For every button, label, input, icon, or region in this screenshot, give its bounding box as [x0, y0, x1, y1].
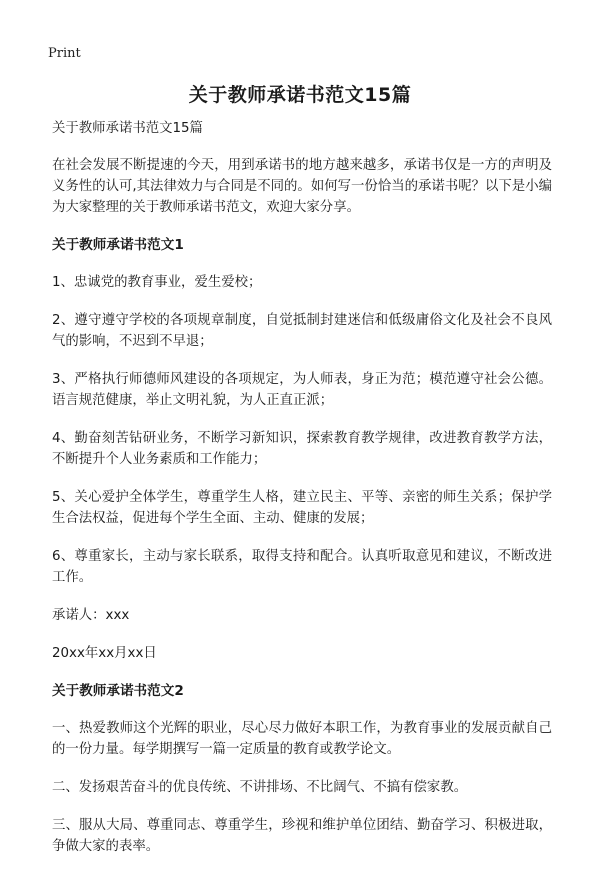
intro-paragraph: 在社会发展不断提速的今天，用到承诺书的地方越来越多，承诺书仅是一方的声明及义务性的认可,其法律效力与合同是不同的。如何写一份恰当的承诺书呢？以下是小编为大家整理的关于教师承诺书范文，欢迎大家分享。 — [52, 158, 552, 215]
document-title: 关于教师承诺书范文15篇 — [188, 84, 412, 106]
document-body — [52, 118, 552, 874]
section-heading: 关于教师承诺书范文1 — [52, 237, 184, 253]
section-heading: 关于教师承诺书范文2 — [52, 683, 184, 699]
signer-line: 承诺人：xxx — [52, 608, 130, 623]
list-item: 5、关心爱护全体学生，尊重学生人格，建立民主、平等、亲密的师生关系；保护学生合法权益，促进每个学生全面、主动、健康的发展； — [52, 490, 552, 526]
list-item: 1、忠诚党的教育事业，爱生爱校； — [52, 275, 262, 290]
list-item: 2、遵守遵守学校的各项规章制度，自觉抵制封建迷信和低级庸俗文化及社会不良风气的影响，不迟到不早退； — [52, 313, 552, 349]
print-label[interactable]: Print — [48, 46, 81, 61]
date-line: 20xx年xx月xx日 — [52, 646, 157, 661]
list-item: 一、热爱教师这个光辉的职业，尽心尽力做好本职工作，为教育事业的发展贡献自己的一份力量。每学期撰写一篇一定质量的教育或教学论文。 — [52, 721, 552, 757]
list-item: 二、发扬艰苦奋斗的优良传统、不讲排场、不比阔气、不搞有偿家教。 — [52, 780, 468, 795]
list-item: 6、尊重家长，主动与家长联系，取得支持和配合。认真听取意见和建议，不断改进工作。 — [52, 549, 552, 585]
list-item: 三、服从大局、尊重同志、尊重学生，珍视和维护单位团结、勤奋学习、积极进取，争做大家的表率。 — [52, 818, 552, 854]
list-item: 4、勤奋刻苦钻研业务，不断学习新知识，探索教育教学规律，改进教育教学方法，不断提升个人业务素质和工作能力； — [52, 431, 552, 467]
document-subtitle: 关于教师承诺书范文15篇 — [52, 121, 203, 136]
list-item: 3、严格执行师德师风建设的各项规定，为人师表，身正为范；模范遵守社会公德。语言规范健康，举止文明礼貌，为人正直正派； — [52, 372, 552, 408]
